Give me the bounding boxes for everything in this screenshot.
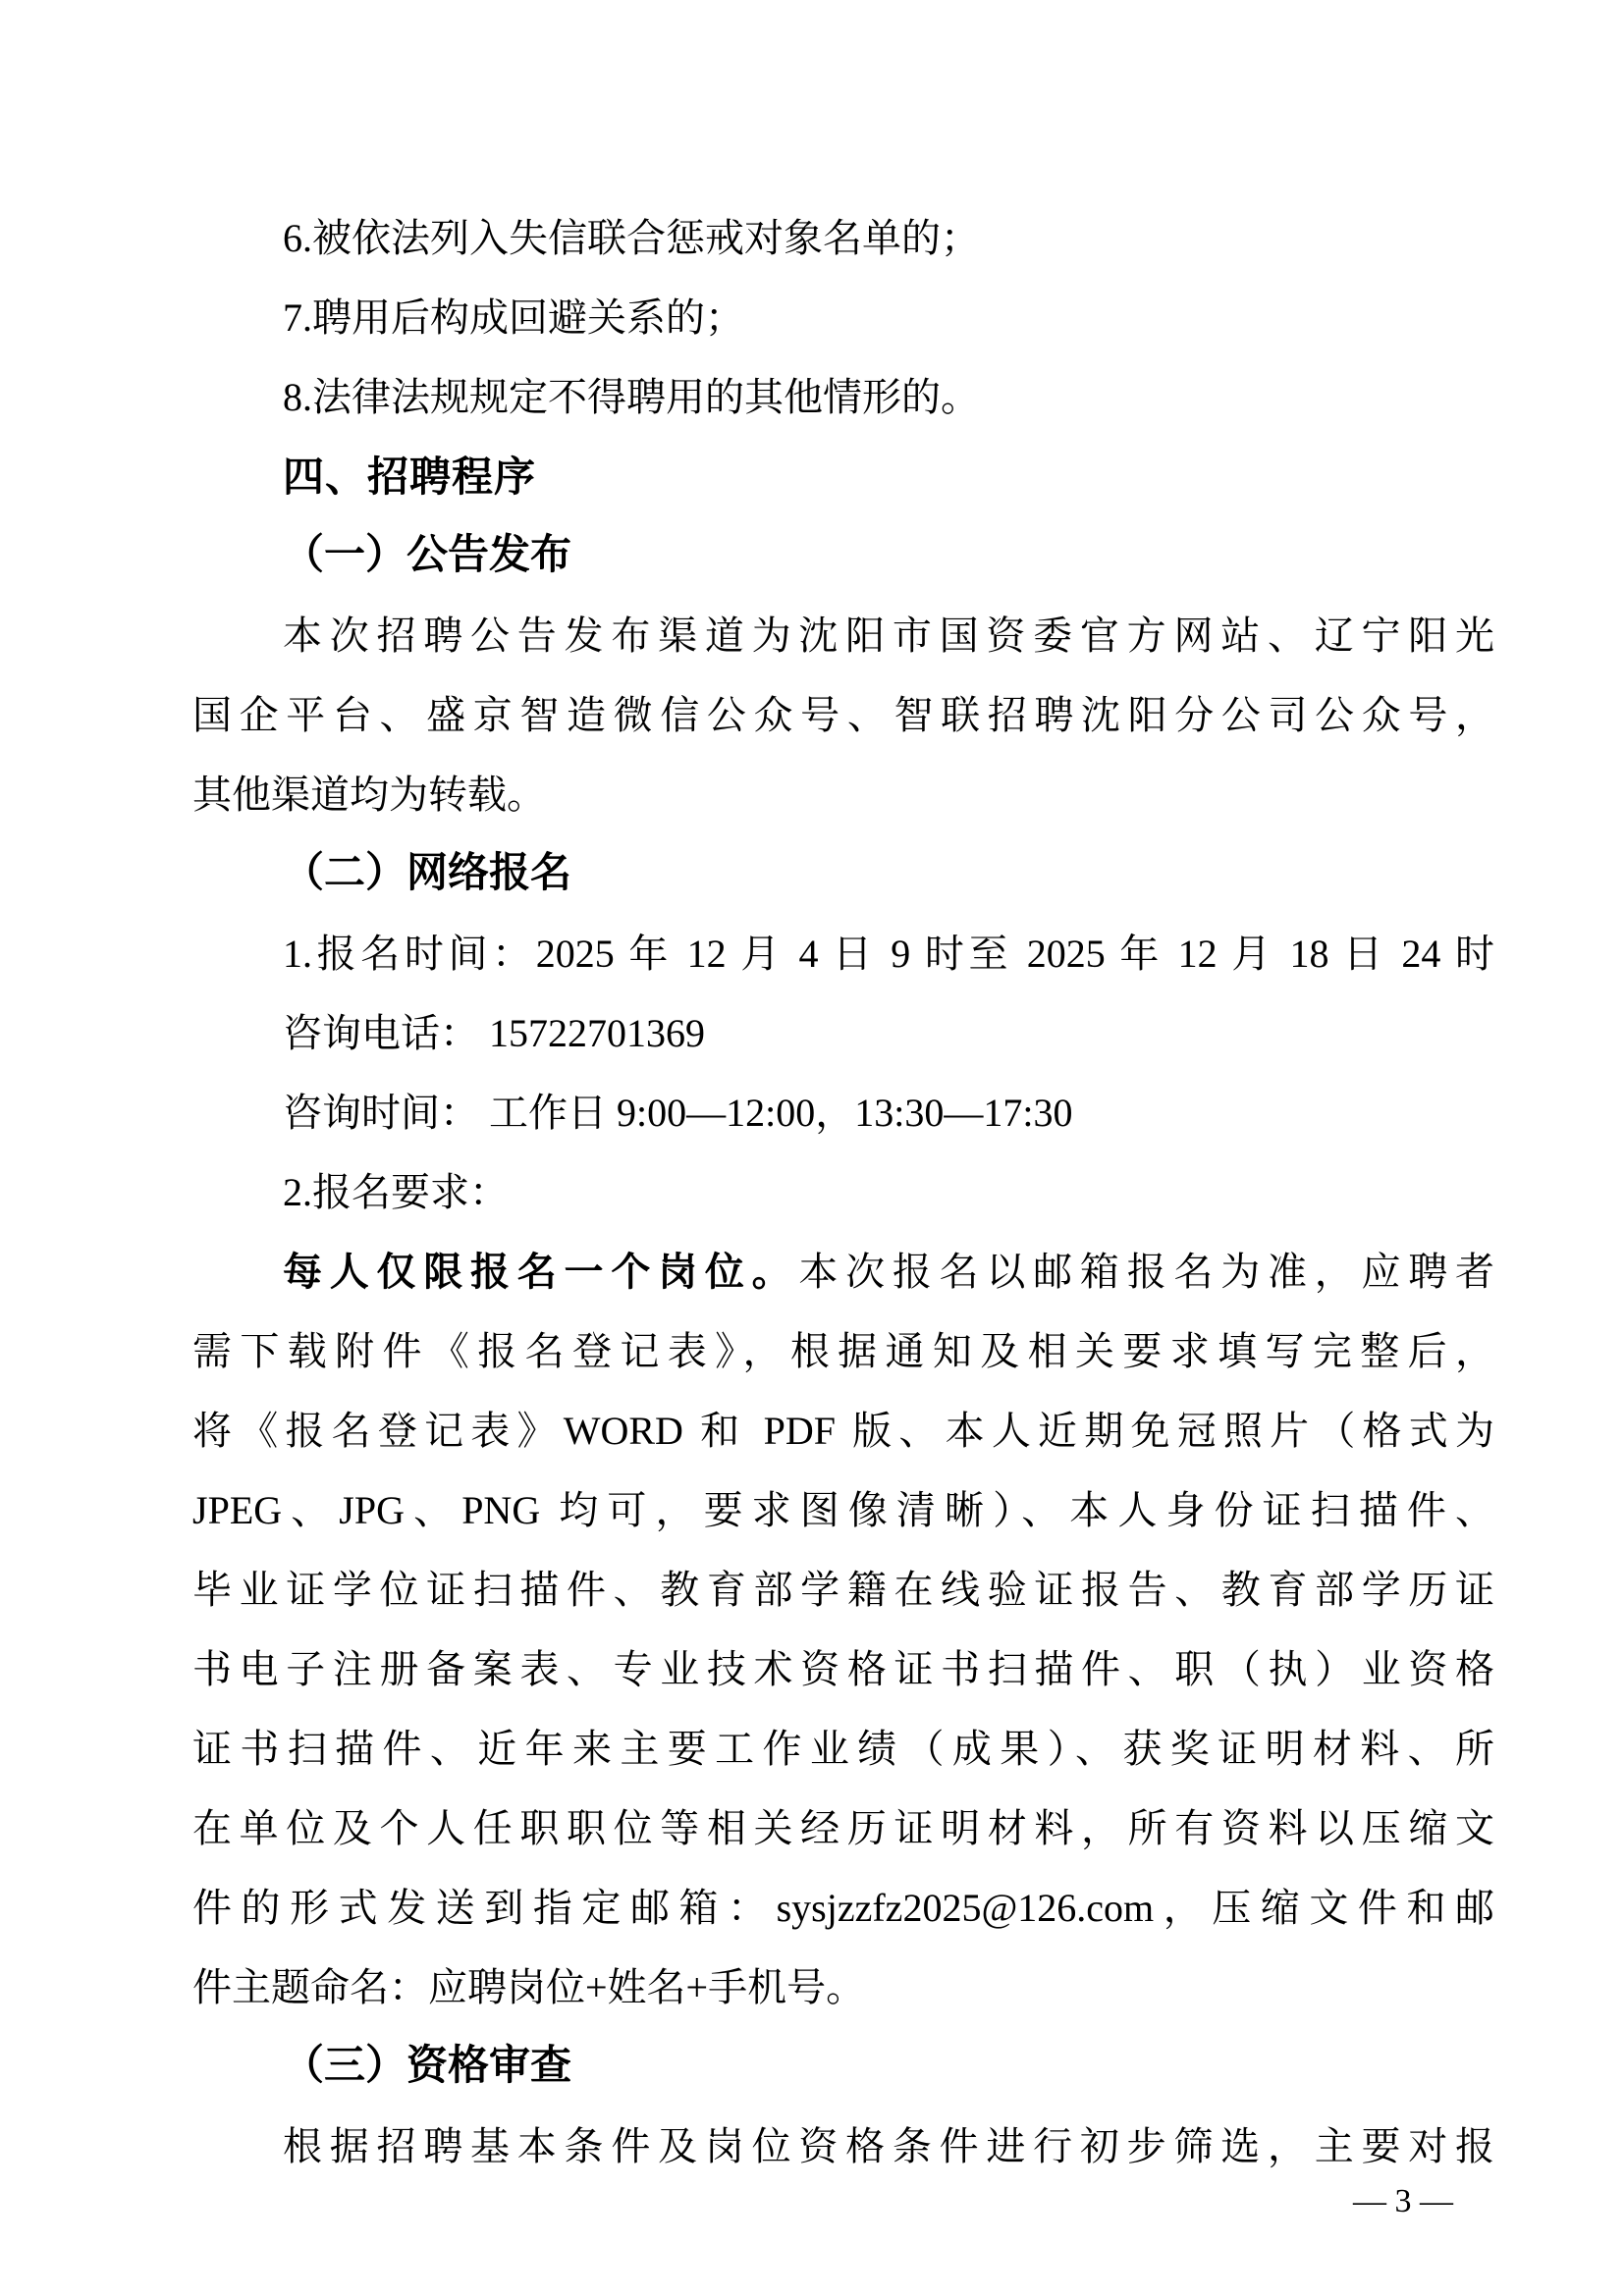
text-segment: 8.法律法规规定不得聘用的其他情形的。 xyxy=(283,375,980,419)
page-number-text: — 3 — xyxy=(1353,2183,1453,2219)
text-line xyxy=(192,1391,1494,1470)
text-line xyxy=(192,357,1494,437)
text-line xyxy=(192,1232,1494,1311)
text-line xyxy=(192,198,1494,278)
text-segment: 本次招聘公告发布渠道为沈阳市国资委官方网站、辽宁阳光 xyxy=(283,614,1494,658)
text-segment: 件的形式发送到指定邮箱：sysjzzfz2025@126.com，压缩文件和邮 xyxy=(192,1886,1494,1930)
text-line xyxy=(192,1948,1494,2027)
text-segment: （一）公告发布 xyxy=(283,533,572,578)
text-segment: 其他渠道均为转载。 xyxy=(192,773,546,817)
text-segment: 证书扫描件、近年来主要工作业绩（成果）、获奖证明材料、所 xyxy=(192,1727,1494,1771)
text-line xyxy=(192,1709,1494,1789)
text-segment: （二）网络报名 xyxy=(283,851,572,896)
page-number xyxy=(1320,2128,1453,2219)
text-line xyxy=(192,1789,1494,1868)
text-line xyxy=(192,2107,1494,2186)
text-segment: （三）资格审查 xyxy=(283,2044,572,2089)
text-segment: 四、招聘程序 xyxy=(283,454,537,500)
text-line xyxy=(192,1470,1494,1550)
text-segment: 1.报名时间：2025 年 12 月 4 日 9 时至 2025 年 12 月 18 日 24 时 xyxy=(283,932,1494,976)
text-line xyxy=(192,914,1494,993)
text-segment: 需下载附件《报名登记表》，根据通知及相关要求填写完整后， xyxy=(192,1329,1494,1373)
text-segment: 书电子注册备案表、专业技术资格证书扫描件、职（执）业资格 xyxy=(192,1647,1494,1691)
text-line xyxy=(192,1629,1494,1709)
text-segment: 在单位及个人任职职位等相关经历证明材料，所有资料以压缩文 xyxy=(192,1806,1494,1850)
heading-line xyxy=(192,437,1494,516)
text-segment: 每人仅限报名一个岗位。 xyxy=(283,1250,799,1294)
text-segment: 毕业证学位证扫描件、教育部学籍在线验证报告、教育部学历证 xyxy=(192,1568,1494,1612)
document-body xyxy=(192,198,1494,2186)
text-line xyxy=(192,278,1494,357)
text-line xyxy=(192,755,1494,834)
text-segment: 咨询电话： 15722701369 xyxy=(283,1011,705,1055)
text-segment: 将《报名登记表》WORD 和 PDF 版、本人近期免冠照片（格式为 xyxy=(192,1409,1494,1453)
text-segment: 7.聘用后构成回避关系的； xyxy=(283,295,744,340)
heading-line xyxy=(192,2027,1494,2107)
text-segment: 2.报名要求： xyxy=(283,1170,509,1214)
text-segment: 件主题命名：应聘岗位+姓名+手机号。 xyxy=(192,1965,866,2009)
text-line xyxy=(192,1868,1494,1948)
text-line xyxy=(192,993,1494,1073)
text-line xyxy=(192,1152,1494,1232)
text-line xyxy=(192,1311,1494,1391)
heading-line xyxy=(192,834,1494,914)
text-line xyxy=(192,1550,1494,1629)
text-segment: 6.被依法列入失信联合惩戒对象名单的； xyxy=(283,216,980,260)
text-segment: 本次报名以邮箱报名为准，应聘者 xyxy=(798,1250,1495,1294)
text-segment: 根据招聘基本条件及岗位资格条件进行初步筛选，主要对报 xyxy=(283,2124,1494,2168)
text-segment: 国企平台、盛京智造微信公众号、智联招聘沈阳分公司公众号， xyxy=(192,693,1494,737)
text-line xyxy=(192,1073,1494,1152)
text-line xyxy=(192,596,1494,675)
text-segment: 咨询时间： 工作日 9:00—12:00，13:30—17:30 xyxy=(283,1091,1073,1135)
heading-line xyxy=(192,516,1494,596)
text-segment: JPEG、JPG、PNG 均可，要求图像清晰）、本人身份证扫描件、 xyxy=(192,1488,1494,1532)
text-line xyxy=(192,675,1494,755)
